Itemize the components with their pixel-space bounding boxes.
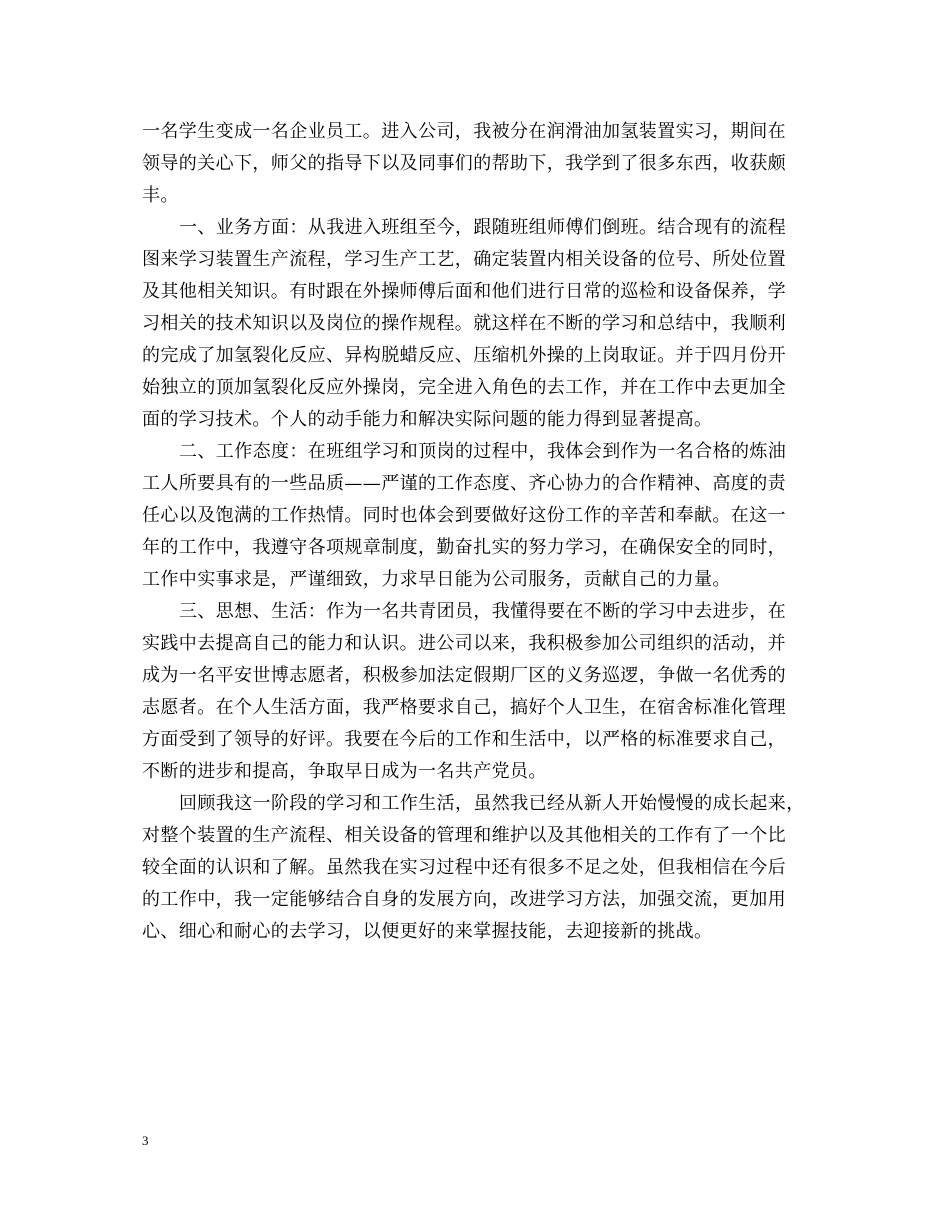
text-line: 二、工作态度：在班组学习和顶岗的过程中，我体会到作为一名合格的炼油 [179, 441, 787, 462]
paragraph-attitude [142, 436, 832, 596]
text-line: 的完成了加氢裂化反应、异构脱蜡反应、压缩机外操的上岗取证。并于四月份开 [142, 345, 786, 366]
text-line: 的工作中，我一定能够结合自身的发展方向，改进学习方法，加强交流，更加用 [142, 889, 786, 910]
text-line: 一、业务方面：从我进入班组至今，跟随班组师傅们倒班。结合现有的流程 [179, 217, 787, 238]
text-line: 丰。 [142, 185, 179, 206]
page-number: 3 [142, 1133, 149, 1148]
text-line: 及其他相关知识。有时跟在外操师傅后面和他们进行日常的巡检和设备保养，学 [142, 281, 786, 302]
paragraph-thought-life [142, 596, 832, 788]
text-line: 心、细心和耐心的去学习，以便更好的来掌握技能，去迎接新的挑战。 [142, 921, 713, 942]
text-line: 志愿者。在个人生活方面，我严格要求自己，搞好个人卫生，在宿舍标准化管理 [142, 697, 786, 718]
document-body [142, 116, 832, 948]
paragraph-review [142, 788, 832, 948]
text-line: 成为一名平安世博志愿者，积极参加法定假期厂区的义务巡逻，争做一名优秀的 [142, 665, 786, 686]
text-line: 方面受到了领导的好评。我要在今后的工作和生活中，以严格的标准要求自己， [142, 729, 786, 750]
text-line: 领导的关心下，师父的指导下以及同事们的帮助下，我学到了很多东西，收获颇 [142, 153, 786, 174]
paragraph-business [142, 212, 832, 436]
text-line: 回顾我这一阶段的学习和工作生活，虽然我已经从新人开始慢慢的成长起来， [179, 793, 805, 814]
paragraph-intro-continuation [142, 116, 832, 212]
text-line: 工作中实事求是，严谨细致，力求早日能为公司服务，贡献自己的力量。 [142, 569, 731, 590]
text-line: 实践中去提高自己的能力和认识。进公司以来，我积极参加公司组织的活动，并 [142, 633, 786, 654]
text-line: 三、思想、生活：作为一名共青团员，我懂得要在不断的学习中去进步，在 [179, 601, 787, 622]
text-line: 不断的进步和提高，争取早日成为一名共产党员。 [142, 761, 547, 782]
text-line: 任心以及饱满的工作热情。同时也体会到要做好这份工作的辛苦和奉献。在这一 [142, 505, 786, 526]
text-line: 一名学生变成一名企业员工。进入公司，我被分在润滑油加氢装置实习，期间在 [142, 121, 786, 142]
text-line: 习相关的技术知识以及岗位的操作规程。就这样在不断的学习和总结中，我顺利 [142, 313, 786, 334]
text-line: 较全面的认识和了解。虽然我在实习过程中还有很多不足之处，但我相信在今后 [142, 857, 786, 878]
text-line: 始独立的顶加氢裂化反应外操岗，完全进入角色的去工作，并在工作中去更加全 [142, 377, 786, 398]
text-line: 年的工作中，我遵守各项规章制度，勤奋扎实的努力学习，在确保安全的同时， [142, 537, 786, 558]
text-line: 工人所要具有的一些品质——严谨的工作态度、齐心协力的合作精神、高度的责 [142, 473, 786, 494]
text-line: 对整个装置的生产流程、相关设备的管理和维护以及其他相关的工作有了一个比 [142, 825, 786, 846]
text-line: 图来学习装置生产流程，学习生产工艺，确定装置内相关设备的位号、所处位置 [142, 249, 786, 270]
text-line: 面的学习技术。个人的动手能力和解决实际问题的能力得到显著提高。 [142, 409, 713, 430]
